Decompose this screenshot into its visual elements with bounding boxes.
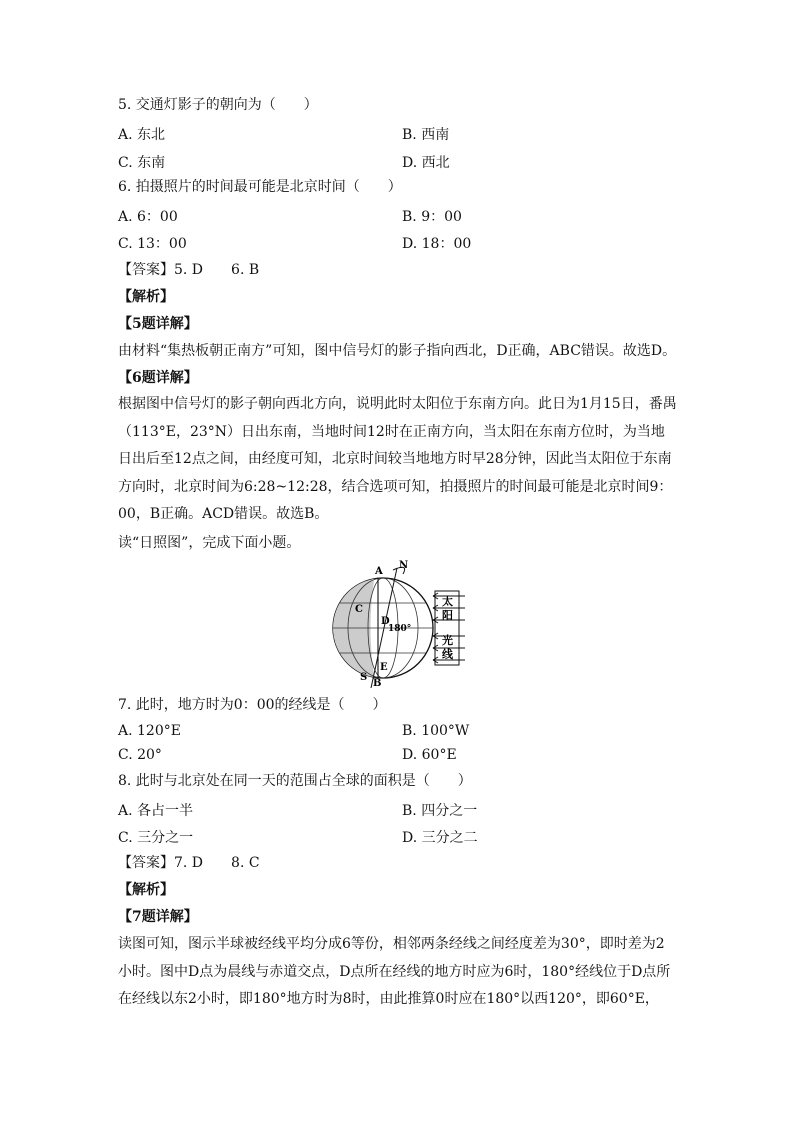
detail-6-label: 【6题详解】 [118, 370, 198, 386]
label-d: D [381, 616, 390, 627]
sun-char-3: 光 [442, 634, 453, 647]
q6-question: 6. 拍摄照片的时间最可能是北京时间（ ） [118, 179, 402, 195]
q6-option-c: C. 13：00 [118, 236, 187, 252]
q8-option-b: B. 四分之一 [402, 803, 478, 819]
analysis-label-2: 【解析】 [118, 882, 174, 898]
q6-option-b: B. 9：00 [402, 209, 462, 225]
q8-option-a: A. 各占一半 [118, 803, 194, 819]
label-a: A [375, 566, 383, 577]
q5-question: 5. 交通灯影子的朝向为（ ） [118, 97, 318, 113]
q6-option-d: D. 18：00 [402, 236, 472, 252]
q5-option-b: B. 西南 [402, 127, 450, 143]
q6-option-a: A. 6：00 [118, 209, 178, 225]
sun-char-2: 阳 [442, 609, 453, 622]
detail-5-text: 由材料“集热板朝正南方”可知，图中信号灯的影子指向西北，D正确，ABC错误。故选D。 [118, 343, 677, 359]
intro-text: 读“日照图”，完成下面小题。 [118, 535, 301, 551]
answer-5-6: 【答案】5. D 6. B [118, 262, 260, 278]
q7-option-b: B. 100°W [402, 723, 470, 739]
label-e: E [380, 662, 388, 673]
label-c: C [355, 604, 363, 615]
q8-option-c: C. 三分之一 [118, 830, 194, 846]
detail-6-text: 根据图中信号灯的影子朝向西北方向，说明此时太阳位于东南方向。此日为1月15日，番禺（113°E，23°N）日出东南，当地时间12时在正南方向，当太阳在东南方位时，为当地日出后至12点之间，由经度可知，北京时间较当地地方时早28分钟，因此当太阳位于东南方向时，北京时间为6:28~12:28，结合选项可知，拍摄照片的时间最可能是北京时间9：00，B正确。ACD错误。故选B。 [118, 396, 677, 522]
label-180: 180° [388, 624, 412, 634]
q7-option-d: D. 60°E [402, 747, 457, 763]
sun-char-1: 太 [442, 595, 453, 608]
label-s: S [360, 672, 368, 683]
label-b: B [373, 678, 382, 689]
q5-option-d: D. 西北 [402, 155, 450, 171]
answer-7-8: 【答案】7. D 8. C [118, 855, 260, 871]
q7-question: 7. 此时，地方时为0：00的经线是（ ） [118, 697, 387, 713]
q5-option-c: C. 东南 [118, 155, 166, 171]
detail-5-label: 【5题详解】 [118, 316, 198, 332]
q7-option-c: C. 20° [118, 747, 162, 763]
sun-char-4: 线 [442, 648, 453, 661]
q5-option-a: A. 东北 [118, 127, 166, 143]
detail-7-text: 读图可知，图示半球被经线平均分成6等份，相邻两条经线之间经度差为30°，即时差为2小时。图中D点为晨线与赤道交点，D点所在经线的地方时应为6时，180°经线位于D点所在经线以东2小时，即180°地方时为8时，由此推算0时应在180°以西120°，即60°E， [118, 936, 671, 1007]
q8-option-d: D. 三分之二 [402, 830, 478, 846]
illumination-diagram [325, 558, 470, 690]
detail-7-label: 【7题详解】 [118, 909, 198, 925]
q8-question: 8. 此时与北京处在同一天的范围占全球的面积是（ ） [118, 773, 472, 789]
analysis-label: 【解析】 [118, 289, 174, 305]
label-n: N [399, 560, 409, 571]
q7-option-a: A. 120°E [118, 723, 181, 739]
